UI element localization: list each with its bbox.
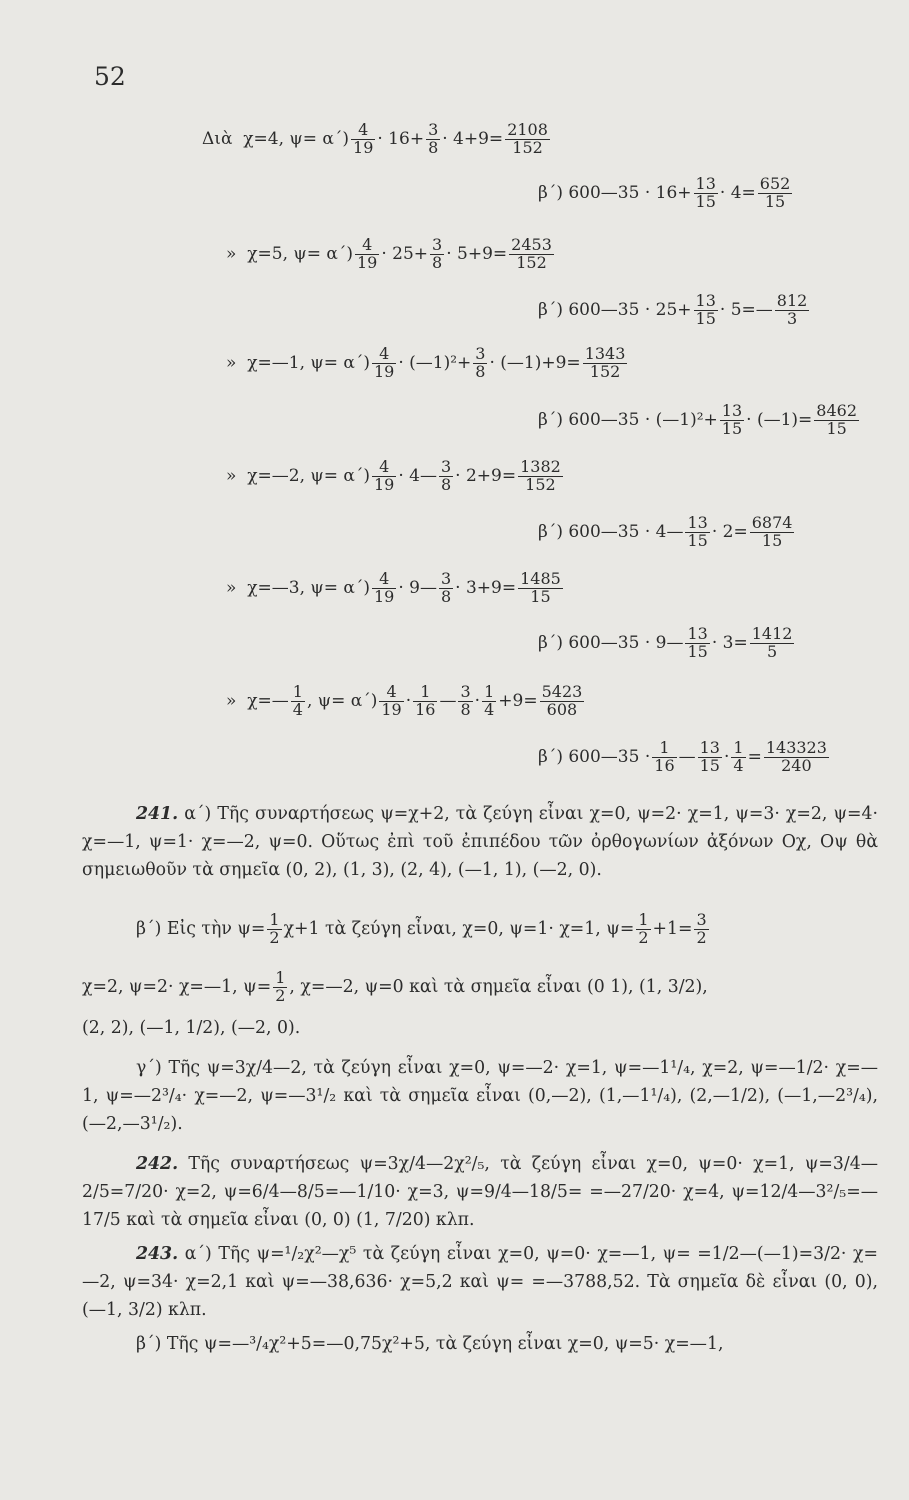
formula-line-8 xyxy=(538,515,796,550)
fraction xyxy=(505,122,550,157)
paragraph-text: β΄) Τῆς ψ=—³/₄χ²+5=—0,75χ²+5, τὰ ζεύγη εἶναι χ=0, ψ=5· χ=—1, xyxy=(136,1334,724,1354)
ditto-mark: » xyxy=(226,466,237,487)
fraction xyxy=(482,684,496,719)
text: — xyxy=(439,691,457,712)
numerator: 1 xyxy=(659,738,670,757)
fraction xyxy=(694,176,718,211)
denominator: 19 xyxy=(381,699,402,719)
formula-line-1 xyxy=(202,122,552,157)
denominator: 8 xyxy=(432,252,443,272)
denominator: 152 xyxy=(583,363,628,381)
fraction xyxy=(509,237,554,272)
formula-line-10 xyxy=(538,626,796,661)
numerator: 8462 xyxy=(816,401,858,420)
fraction xyxy=(698,740,722,775)
formula-line-9 xyxy=(226,571,565,606)
numerator: 2108 xyxy=(507,120,548,139)
denominator: 19 xyxy=(373,361,395,381)
fraction xyxy=(267,912,281,947)
text: χ=—1, ψ= α΄) xyxy=(247,353,370,374)
fraction xyxy=(764,740,829,775)
text: · 5+9= xyxy=(446,244,508,265)
text: β΄) Εἰς τὴν ψ= xyxy=(136,919,266,940)
numerator: 3 xyxy=(432,235,443,254)
numerator: 13 xyxy=(695,174,716,193)
formula-line-4 xyxy=(538,293,811,328)
numerator: 6874 xyxy=(751,513,793,532)
denominator: 15 xyxy=(750,532,795,550)
numerator: 1343 xyxy=(584,344,626,363)
numerator: 4 xyxy=(386,682,397,701)
fraction xyxy=(636,912,650,947)
numerator: 1 xyxy=(733,738,744,757)
numerator: 812 xyxy=(776,291,808,310)
text: α΄) Τῆς ψ=¹/₂χ²—χ⁵ τὰ ζεύγη εἶναι χ=0, ψ=0· χ=—1, ψ= =1/2—(—1)=3/2· χ=—2, ψ=34· χ=2,1 καὶ ψ=—38,636· χ=5,2 καὶ ψ= =—3788,52. Τὰ σημεῖα δὲ εἶναι (0, 0), (—1, 3/2) κλπ. xyxy=(82,1244,878,1320)
denominator: 15 xyxy=(695,308,716,328)
denominator: 19 xyxy=(373,586,395,606)
denominator: 152 xyxy=(505,139,550,157)
numerator: 1485 xyxy=(520,569,561,588)
numerator: 652 xyxy=(759,174,791,193)
numerator: 3 xyxy=(460,682,471,701)
numerator: 1 xyxy=(420,682,431,701)
fraction xyxy=(518,571,563,606)
text: β΄) 600—35 · (—1)²+ xyxy=(538,410,718,431)
fraction xyxy=(750,515,795,550)
ditto-mark: » xyxy=(226,691,237,712)
denominator: 15 xyxy=(699,755,720,775)
fraction xyxy=(439,459,453,494)
numerator: 1 xyxy=(269,910,280,929)
text: χ=— xyxy=(247,691,289,712)
numerator: 3 xyxy=(475,344,486,363)
fraction xyxy=(413,684,437,719)
exercise-number: 241. xyxy=(136,804,179,824)
formula-line-11 xyxy=(226,684,586,719)
text: χ=2, ψ=2· χ=—1, ψ= xyxy=(82,977,272,998)
denominator: 2 xyxy=(696,927,707,947)
denominator: 2 xyxy=(638,927,649,947)
denominator: 8 xyxy=(428,137,439,157)
numerator: 3 xyxy=(440,569,452,588)
text: χ=5, ψ= α΄) xyxy=(247,244,353,265)
fraction xyxy=(458,684,472,719)
fraction xyxy=(439,571,453,606)
paragraph-241 xyxy=(82,800,878,884)
text: · (—1)= xyxy=(746,410,813,431)
text: β΄) 600—35 · 25+ xyxy=(538,300,692,321)
text: · 4+9= xyxy=(442,129,504,150)
text: β΄) 600—35 · 4— xyxy=(538,522,684,543)
text: , χ=—2, ψ=0 καὶ τὰ σημεῖα εἶναι (0 1), (1, 3/2), xyxy=(289,977,708,998)
numerator: 143323 xyxy=(765,738,827,757)
denominator: 8 xyxy=(440,474,452,494)
fraction xyxy=(775,293,810,328)
text: · xyxy=(723,747,730,768)
paragraph-241-b-line-2 xyxy=(82,970,708,1005)
text: · 4= xyxy=(719,183,756,204)
fraction xyxy=(426,122,440,157)
denominator: 2 xyxy=(269,927,280,947)
numerator: 13 xyxy=(687,624,708,643)
denominator: 152 xyxy=(518,476,563,494)
fraction xyxy=(652,740,676,775)
text: · 5=— xyxy=(719,300,773,321)
paragraph-241-b-line-3: (2, 2), (—1, 1/2), (—2, 0). xyxy=(82,1018,301,1038)
paragraph-241-b-line-1 xyxy=(136,912,711,947)
denominator: 16 xyxy=(654,755,675,775)
numerator: 5423 xyxy=(541,682,583,701)
exercise-number: 242. xyxy=(136,1154,179,1174)
formula-line-2 xyxy=(538,176,794,211)
denominator: 15 xyxy=(687,530,708,550)
numerator: 13 xyxy=(699,738,720,757)
numerator: 3 xyxy=(428,120,439,139)
fraction xyxy=(583,346,628,381)
text: · 9— xyxy=(398,578,437,599)
denominator: 8 xyxy=(475,361,486,381)
fraction xyxy=(372,459,396,494)
fraction xyxy=(685,515,709,550)
denominator: 152 xyxy=(509,254,554,272)
text: — xyxy=(678,747,696,768)
text: +1= xyxy=(652,919,693,940)
text: χ=—3, ψ= α΄) xyxy=(247,578,370,599)
numerator: 4 xyxy=(379,344,390,363)
numerator: 4 xyxy=(379,569,390,588)
text: · 3+9= xyxy=(455,578,517,599)
text: , ψ= α΄) xyxy=(306,691,378,712)
text: · (—1)+9= xyxy=(489,353,581,374)
fraction xyxy=(273,970,287,1005)
numerator: 1 xyxy=(275,968,286,987)
numerator: 4 xyxy=(362,235,373,254)
paragraph-text xyxy=(82,800,878,884)
formula-line-7 xyxy=(226,459,565,494)
fraction xyxy=(518,459,563,494)
fraction xyxy=(750,626,795,661)
text: α΄) Τῆς συναρτήσεως ψ=χ+2, τὰ ζεύγη εἶναι χ=0, ψ=2· χ=1, ψ=3· χ=2, ψ=4· χ=—1, ψ=1· χ=—2, ψ=0. Οὕτως ἐπὶ τοῦ ἐπιπέδου τῶν ὀρθογωνίων ἀξόνων Οχ, Οψ θὰ σημειωθοῦν τὰ σημεῖα (0, 2), (1, 3), (2, 4), (—1, 1), (—2, 0). xyxy=(82,804,878,880)
numerator: 1412 xyxy=(751,624,793,643)
text: · 16+ xyxy=(377,129,425,150)
fraction xyxy=(694,293,718,328)
fraction xyxy=(758,176,793,211)
fraction xyxy=(379,684,403,719)
numerator: 3 xyxy=(696,910,707,929)
numerator: 13 xyxy=(721,401,743,420)
numerator: 1 xyxy=(638,910,649,929)
text: Διὰ xyxy=(202,129,233,150)
fraction xyxy=(694,912,708,947)
denominator: 19 xyxy=(356,252,378,272)
ditto-mark: » xyxy=(226,578,237,599)
exercise-number: 243. xyxy=(136,1244,179,1264)
denominator: 2 xyxy=(275,985,286,1005)
fraction xyxy=(430,237,444,272)
numerator: 4 xyxy=(379,457,390,476)
text: · 2= xyxy=(711,522,748,543)
paragraph-242 xyxy=(82,1150,878,1234)
denominator: 16 xyxy=(415,699,436,719)
text: · xyxy=(405,691,412,712)
fraction xyxy=(720,403,744,438)
text: · (—1)²+ xyxy=(398,353,472,374)
paragraph-243-b xyxy=(82,1330,878,1358)
text: β΄) 600—35 · 16+ xyxy=(538,183,692,204)
denominator: 15 xyxy=(814,420,859,438)
fraction xyxy=(540,684,585,719)
numerator: 13 xyxy=(687,513,708,532)
denominator: 19 xyxy=(373,474,395,494)
text: · 2+9= xyxy=(455,466,517,487)
fraction xyxy=(372,571,396,606)
text: · 4— xyxy=(398,466,437,487)
numerator: 1 xyxy=(484,682,495,701)
denominator: 15 xyxy=(687,641,708,661)
denominator: 4 xyxy=(733,755,744,775)
numerator: 1 xyxy=(292,682,303,701)
text: χ+1 τὰ ζεύγη εἶναι, χ=0, ψ=1· χ=1, ψ= xyxy=(283,919,635,940)
paragraph-text: γ΄) Τῆς ψ=3χ/4—2, τὰ ζεύγη εἶναι χ=0, ψ=—2· χ=1, ψ=—1¹/₄, χ=2, ψ=—1/2· χ=—1, ψ=—2³/₄· χ=—2, ψ=—3¹/₂ καὶ τὰ σημεῖα εἶναι (0,—2), (1,—1¹/₄), (2,—1/2), (—1,—2³/₄), (—2,—3¹/₂). xyxy=(82,1058,878,1134)
denominator: 4 xyxy=(484,699,495,719)
paragraph-text xyxy=(82,1240,878,1324)
formula-line-5 xyxy=(226,346,629,381)
text: χ=4, ψ= α΄) xyxy=(243,129,350,150)
page-number: 52 xyxy=(94,62,126,91)
paragraph-243 xyxy=(82,1240,878,1324)
denominator: 608 xyxy=(540,701,585,719)
fraction xyxy=(685,626,709,661)
numerator: 2453 xyxy=(511,235,552,254)
formula-line-3 xyxy=(226,237,556,272)
formula-line-12 xyxy=(538,740,831,775)
fraction xyxy=(355,237,379,272)
text: = xyxy=(747,747,762,768)
ditto-mark: » xyxy=(226,353,237,374)
denominator: 15 xyxy=(695,191,716,211)
fraction xyxy=(372,346,396,381)
text: · 25+ xyxy=(381,244,429,265)
fraction xyxy=(351,122,375,157)
text: · xyxy=(474,691,481,712)
denominator: 5 xyxy=(750,643,795,661)
numerator: 1382 xyxy=(520,457,561,476)
paragraph-241-g xyxy=(82,1054,878,1138)
text: · 3= xyxy=(711,633,748,654)
fraction xyxy=(731,740,745,775)
denominator: 8 xyxy=(440,586,452,606)
numerator: 4 xyxy=(358,120,369,139)
text: β΄) 600—35 · 9— xyxy=(538,633,684,654)
denominator: 15 xyxy=(721,418,743,438)
fraction xyxy=(291,684,305,719)
fraction xyxy=(473,346,487,381)
ditto-mark: » xyxy=(226,244,237,265)
numerator: 13 xyxy=(695,291,716,310)
formula-line-6 xyxy=(538,403,861,438)
text: β΄) 600—35 · xyxy=(538,747,651,768)
denominator: 19 xyxy=(353,137,374,157)
numerator: 3 xyxy=(440,457,452,476)
paragraph-text xyxy=(82,1150,878,1234)
text: Τῆς συναρτήσεως ψ=3χ/4—2χ²/₅, τὰ ζεύγη εἶναι χ=0, ψ=0· χ=1, ψ=3/4—2/5=7/20· χ=2, ψ=6/4—8/5=—1/10· χ=3, ψ=9/4—18/5= =—27/20· χ=4, ψ=12/4—3²/₅=—17/5 καὶ τὰ σημεῖα εἶναι (0, 0) (1, 7/20) κλπ. xyxy=(82,1154,878,1230)
denominator: 240 xyxy=(764,757,829,775)
denominator: 3 xyxy=(775,310,810,328)
denominator: 4 xyxy=(292,699,303,719)
text: +9= xyxy=(498,691,538,712)
denominator: 15 xyxy=(758,193,793,211)
text: χ=—2, ψ= α΄) xyxy=(247,466,370,487)
fraction xyxy=(814,403,859,438)
denominator: 15 xyxy=(518,588,563,606)
denominator: 8 xyxy=(460,699,471,719)
